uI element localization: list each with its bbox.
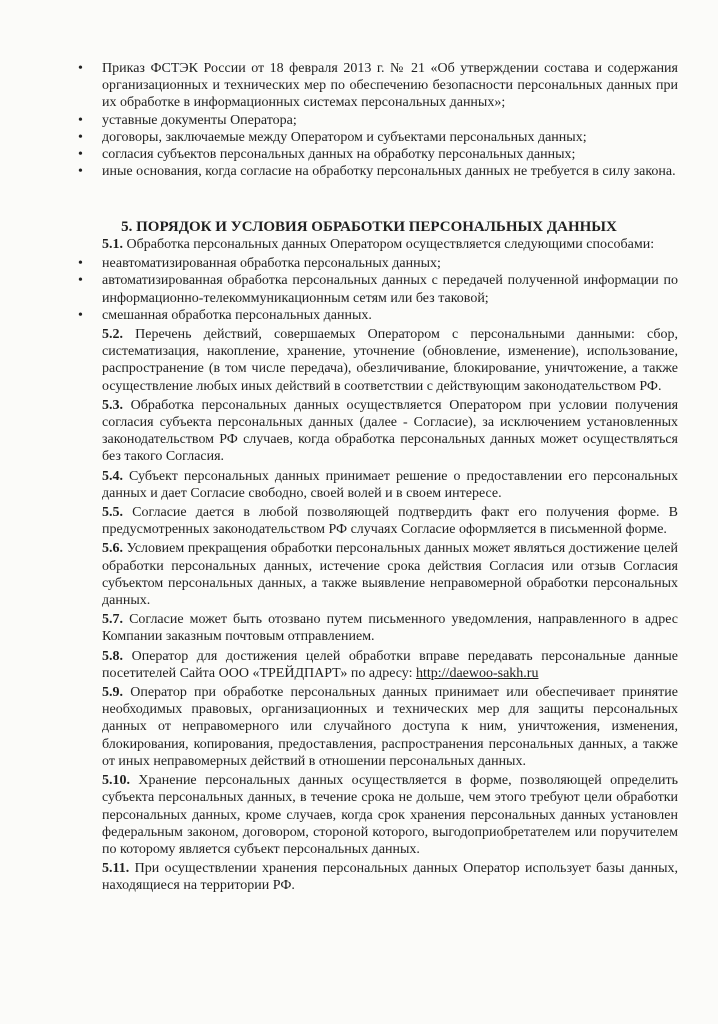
paragraph-5-11: 5.11. При осуществлении хранения персональных данных Оператор использует базы данных, находящиеся на территории РФ.	[102, 861, 679, 894]
list-item: • договоры, заключаемые между Оператором и субъектами персональных данных;	[78, 129, 587, 145]
bullet-icon: •	[78, 307, 83, 323]
paragraph-5-2: 5.2. Перечень действий, совершаемых Оператором с персональными данными: сбор, систематизация, накопление, хранение, уточнение (обновление, изменение), использование, распространение (в том числе передача), обезличивание, блокирование, уничтожение, а также осуществление любых иных действий в соответствии с действующим законодательством РФ.	[102, 327, 678, 394]
list-item: • иные основания, когда согласие на обработку персональных данных не требуется в силу закона.	[78, 164, 676, 180]
bullet-icon: •	[78, 129, 83, 145]
list-item: • неавтоматизированная обработка персональных данных;	[78, 256, 441, 272]
bullet-icon: •	[78, 61, 83, 76]
bullet-icon: •	[78, 273, 83, 289]
list-item: • автоматизированная обработка персональных данных с передачей полученной информации по информационно-телекоммуникационным сетям или без таковой;	[78, 273, 678, 306]
paragraph-5-1: 5.1. Обработка персональных данных Оператором осуществляется следующими способами:	[102, 237, 655, 252]
paragraph-5-7: 5.7. Согласие может быть отозвано путем письменного уведомления, направленного в адрес Компании заказным почтовым отправлением.	[102, 612, 679, 645]
legal-basis-list	[0, 60, 718, 180]
paragraph-5-10: 5.10. Хранение персональных данных осуществляется в форме, позволяющей определить субъекта персональных данных, в течение срока не дольше, чем этого требуют цели обработки персональных данных, кроме случаев, когда срок хранения персональных данных установлен федеральным законом, договором, стороной которого, выгодоприобретателем или поручителем по которому является субъект персональных данных.	[102, 773, 678, 857]
bullet-icon: •	[78, 112, 83, 128]
bullet-icon: •	[78, 164, 83, 180]
paragraph-5-6: 5.6. Условием прекращения обработки персональных данных может являться достижение целей обработки персональных данных, истечение срока действия Согласия или отзыв Согласия субъектом персональных данных, а также выявление неправомерной обработки персональных данных.	[102, 541, 678, 609]
paragraph-5-9: 5.9. Оператор при обработке персональных данных принимает или обеспечивает принятие необходимых правовых, организационных и технических мер для защиты персональных данных от неправомерного или случайного доступа к ним, уничтожения, изменения, блокирования, копирования, предоставления, распространения персональных данных, а также от иных неправомерных действий в отношении персональных данных.	[102, 685, 678, 769]
section-body	[0, 236, 718, 897]
paragraph-5-8: 5.8. Оператор для достижения целей обработки вправе передавать персональные данные посетителей Сайта ООО «ТРЕЙДПАРТ» по адресу: http://daewoo-sakh.ru	[102, 648, 679, 681]
section-title: 5. ПОРЯДОК И УСЛОВИЯ ОБРАБОТКИ ПЕРСОНАЛЬНЫХ ДАННЫХ	[121, 219, 617, 235]
list-item: • согласия субъектов персональных данных на обработку персональных данных;	[78, 147, 576, 163]
bullet-icon: •	[78, 147, 83, 163]
bullet-icon: •	[78, 256, 83, 272]
paragraph-5-3: 5.3. Обработка персональных данных осуществляется Оператором при условии получения согласия субъекта персональных данных (далее - Согласие), за исключением установленных законодательством РФ случаев, когда обработка персональных данных может осуществляться без такого Согласия.	[102, 397, 679, 465]
list-item: • уставные документы Оператора;	[78, 112, 297, 128]
paragraph-5-5: 5.5. Согласие дается в любой позволяющей подтвердить факт его получения форме. В предусмотренных законодательством РФ случаях Согласие оформляется в письменной форме.	[102, 505, 679, 538]
list-item: • смешанная обработка персональных данных.	[78, 307, 372, 323]
list-item: • Приказ ФСТЭК России от 18 февраля 2013 г. № 21 «Об утверждении состава и содержания организационных и технических мер по обеспечению безопасности персональных данных при их обработке в информационных системах персональных данных»;	[78, 61, 678, 111]
site-link[interactable]: http://daewoo-sakh.ru	[416, 665, 539, 681]
paragraph-5-4: 5.4. Субъект персональных данных принимает решение о предоставлении его персональных данных и дает Согласие свободно, своей волей и в своем интересе.	[102, 468, 679, 501]
